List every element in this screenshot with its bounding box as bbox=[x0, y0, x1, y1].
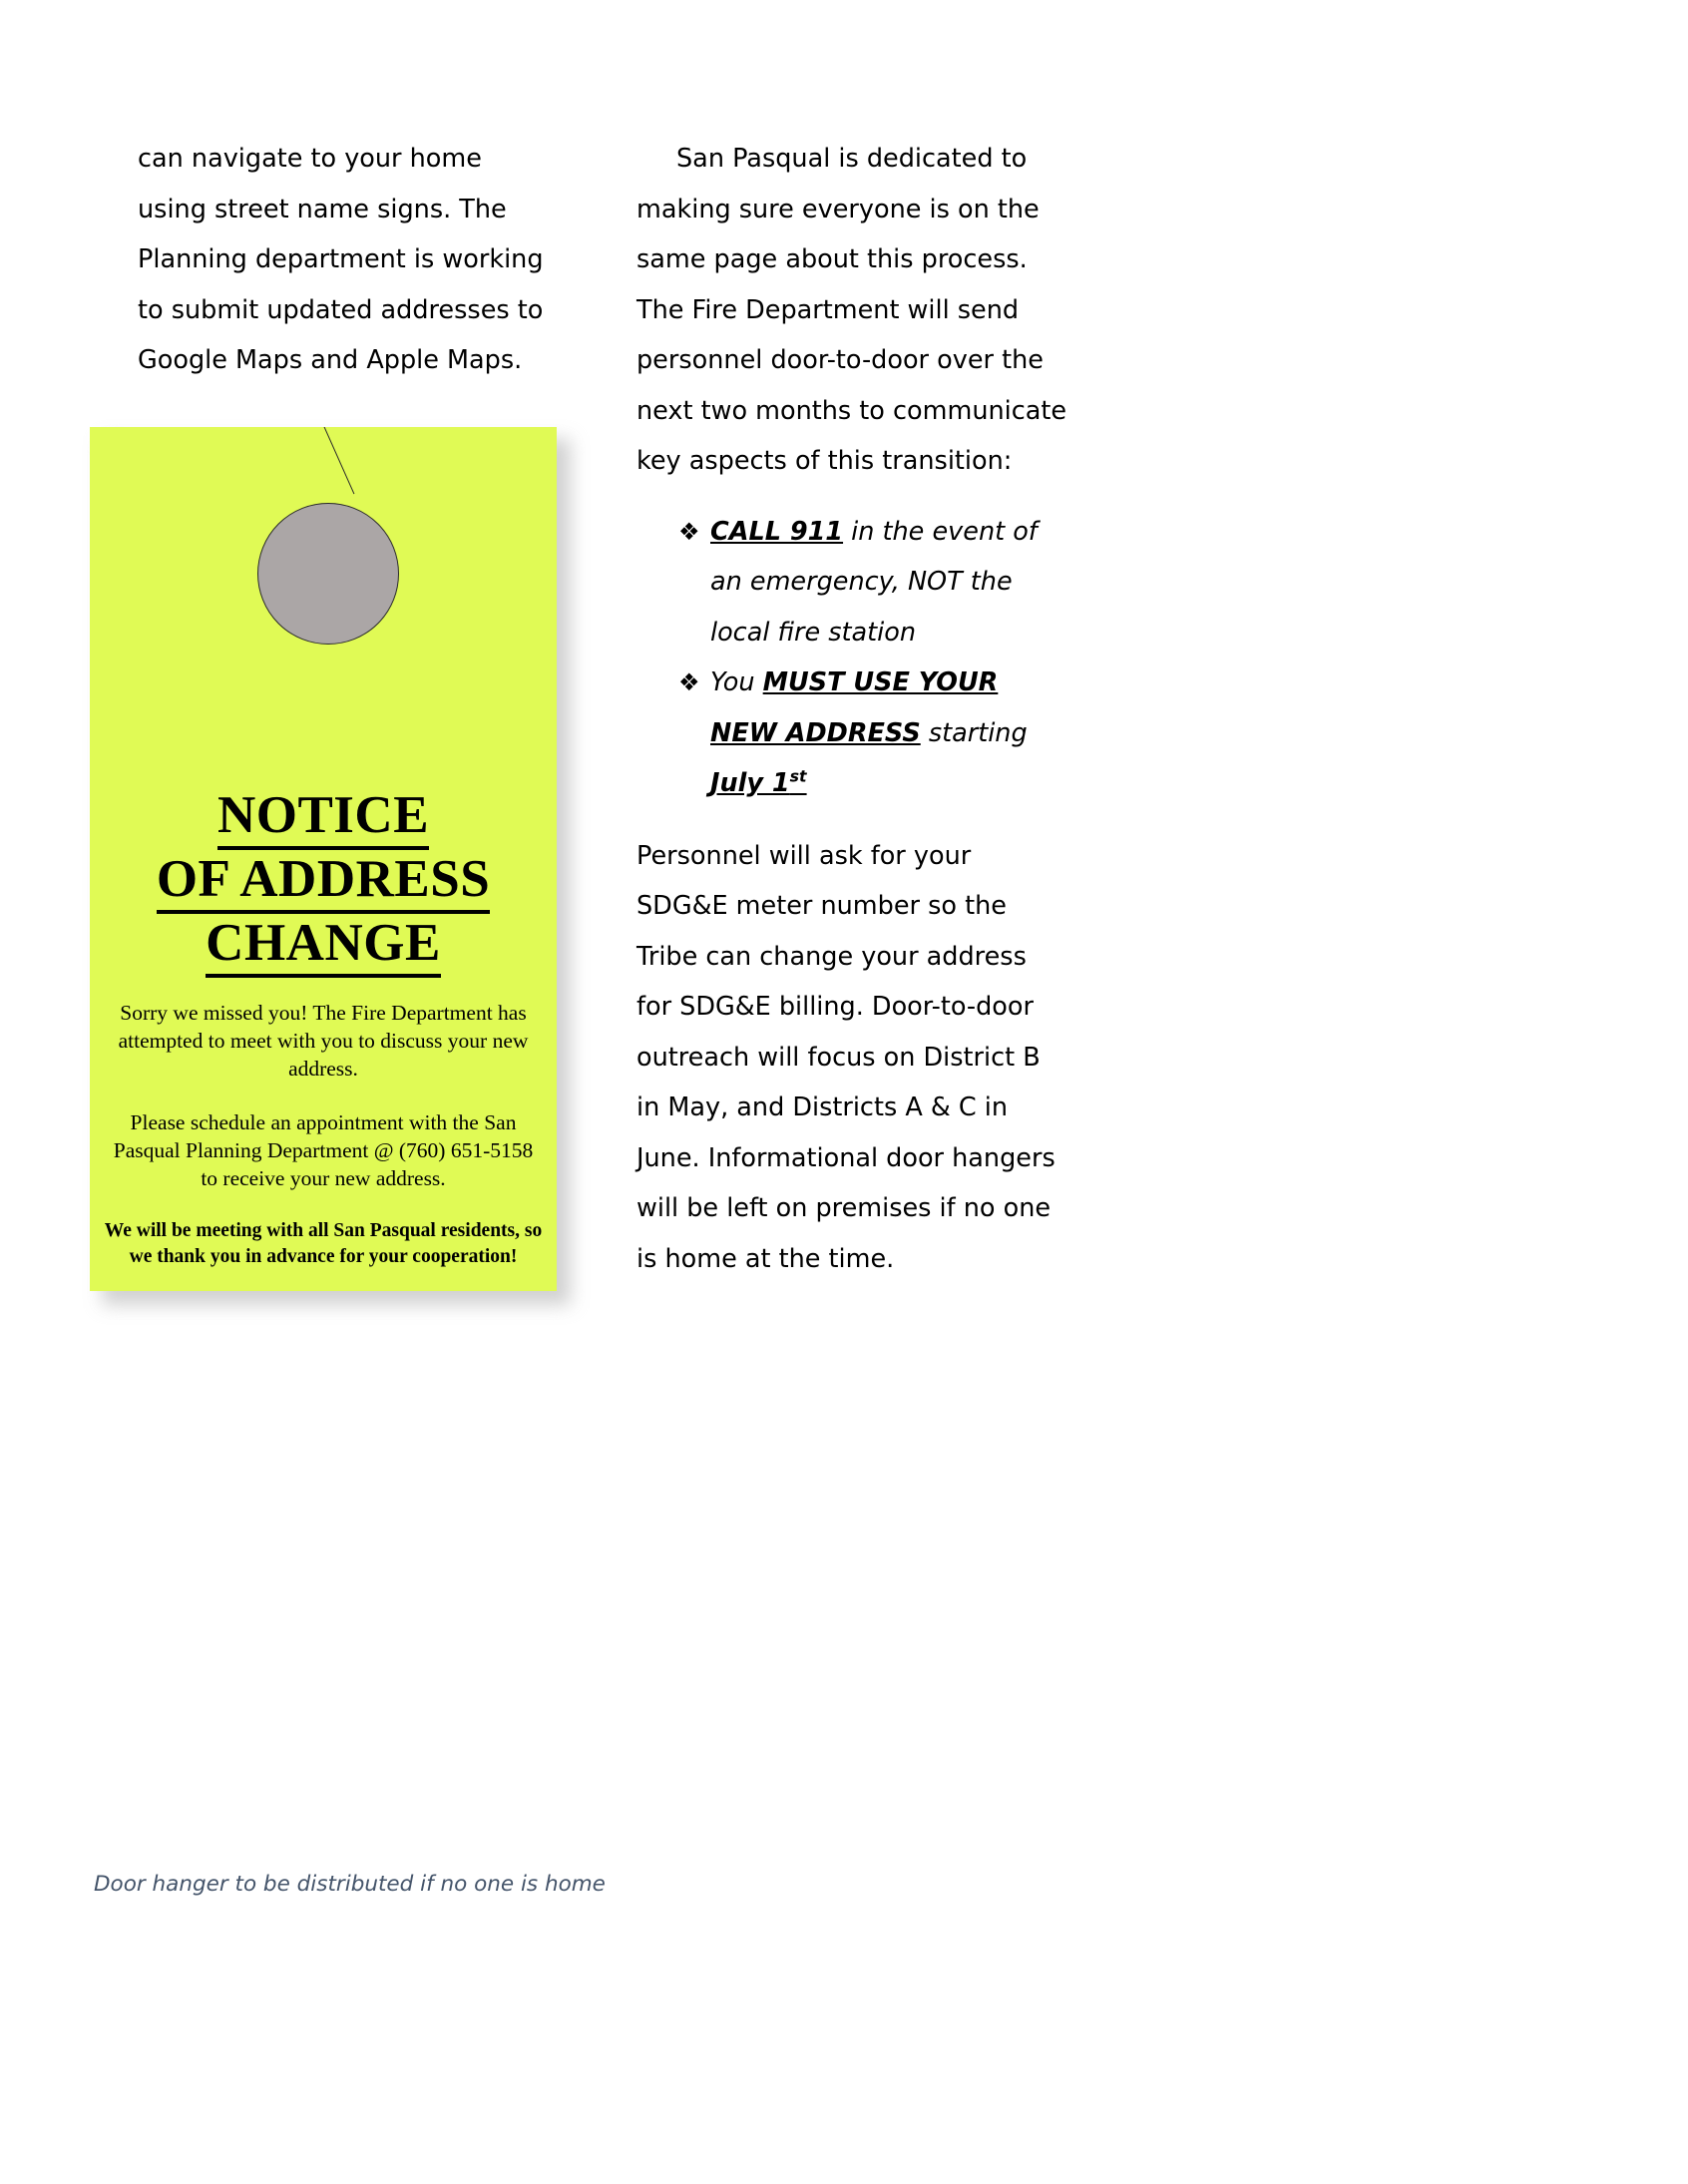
door-hanger-title-line-2: OF ADDRESS bbox=[157, 850, 490, 914]
right-column-paragraph-1: San Pasqual is dedicated to making sure everyone is on the same page about this process. The Fire Department will send personnel door-to-door over the next two months to communicate key aspects of this transition: bbox=[636, 144, 1067, 476]
door-hanger-title bbox=[114, 786, 533, 978]
bullet-middle-text: starting bbox=[920, 717, 1028, 748]
bullet-item-call-911 bbox=[636, 507, 1067, 658]
door-hanger-paragraph-1: Sorry we missed you! The Fire Department has attempted to meet with you to discuss your new address. bbox=[118, 1001, 529, 1081]
right-column-paragraph-2: Personnel will ask for your SDG&E meter number so the Tribe can change your address for SDG&E billing. Door-to-door outreach will focus on District B in May, and Districts A & C in June. Informational door hangers will be left on premises if no one is home at the time. bbox=[636, 840, 1055, 1274]
door-hanger-paragraph-3: We will be meeting with all San Pasqual residents, so we thank you in advance for your cooperation! bbox=[104, 1220, 543, 1267]
door-hanger-body bbox=[104, 999, 543, 1270]
bullet-item-new-address bbox=[636, 657, 1067, 809]
door-hanger-title-line-1: NOTICE bbox=[217, 786, 429, 850]
transition-bullet-list bbox=[636, 507, 1067, 809]
door-hanger-paragraph-2: Please schedule an appointment with the San Pasqual Planning Department @ (760) 651-5158 to receive your new address. bbox=[113, 1110, 534, 1190]
ordinal-suffix: st bbox=[789, 766, 807, 786]
figure-caption: Door hanger to be distributed if no one is home bbox=[94, 1872, 606, 1897]
left-text-column bbox=[138, 134, 557, 386]
door-hanger-figure bbox=[90, 427, 585, 1305]
bullet-lead-text: You bbox=[710, 667, 763, 697]
july-date-text: July 1 bbox=[710, 768, 790, 798]
right-text-column bbox=[636, 134, 1067, 1284]
bullet-emphasis-call-911: CALL 911 bbox=[710, 516, 844, 547]
left-column-paragraph: can navigate to your home using street name signs. The Planning department is working to submit updated addresses to Google Maps and Apple Maps. bbox=[138, 144, 544, 375]
door-hanger-card bbox=[90, 427, 557, 1291]
diamond-bullet-icon: ❖ bbox=[678, 517, 700, 546]
door-hanger-slit-icon bbox=[271, 427, 331, 509]
bullet-text-call-911: in the event of an emergency, NOT the local fire station bbox=[710, 516, 1038, 648]
bullet-emphasis-new-address: MUST USE YOUR NEW ADDRESS bbox=[710, 667, 999, 748]
diamond-bullet-icon: ❖ bbox=[678, 668, 700, 696]
bullet-emphasis-july-first bbox=[710, 768, 807, 798]
door-hanger-hole-icon bbox=[257, 503, 399, 645]
door-hanger-title-line-3: CHANGE bbox=[206, 914, 441, 978]
